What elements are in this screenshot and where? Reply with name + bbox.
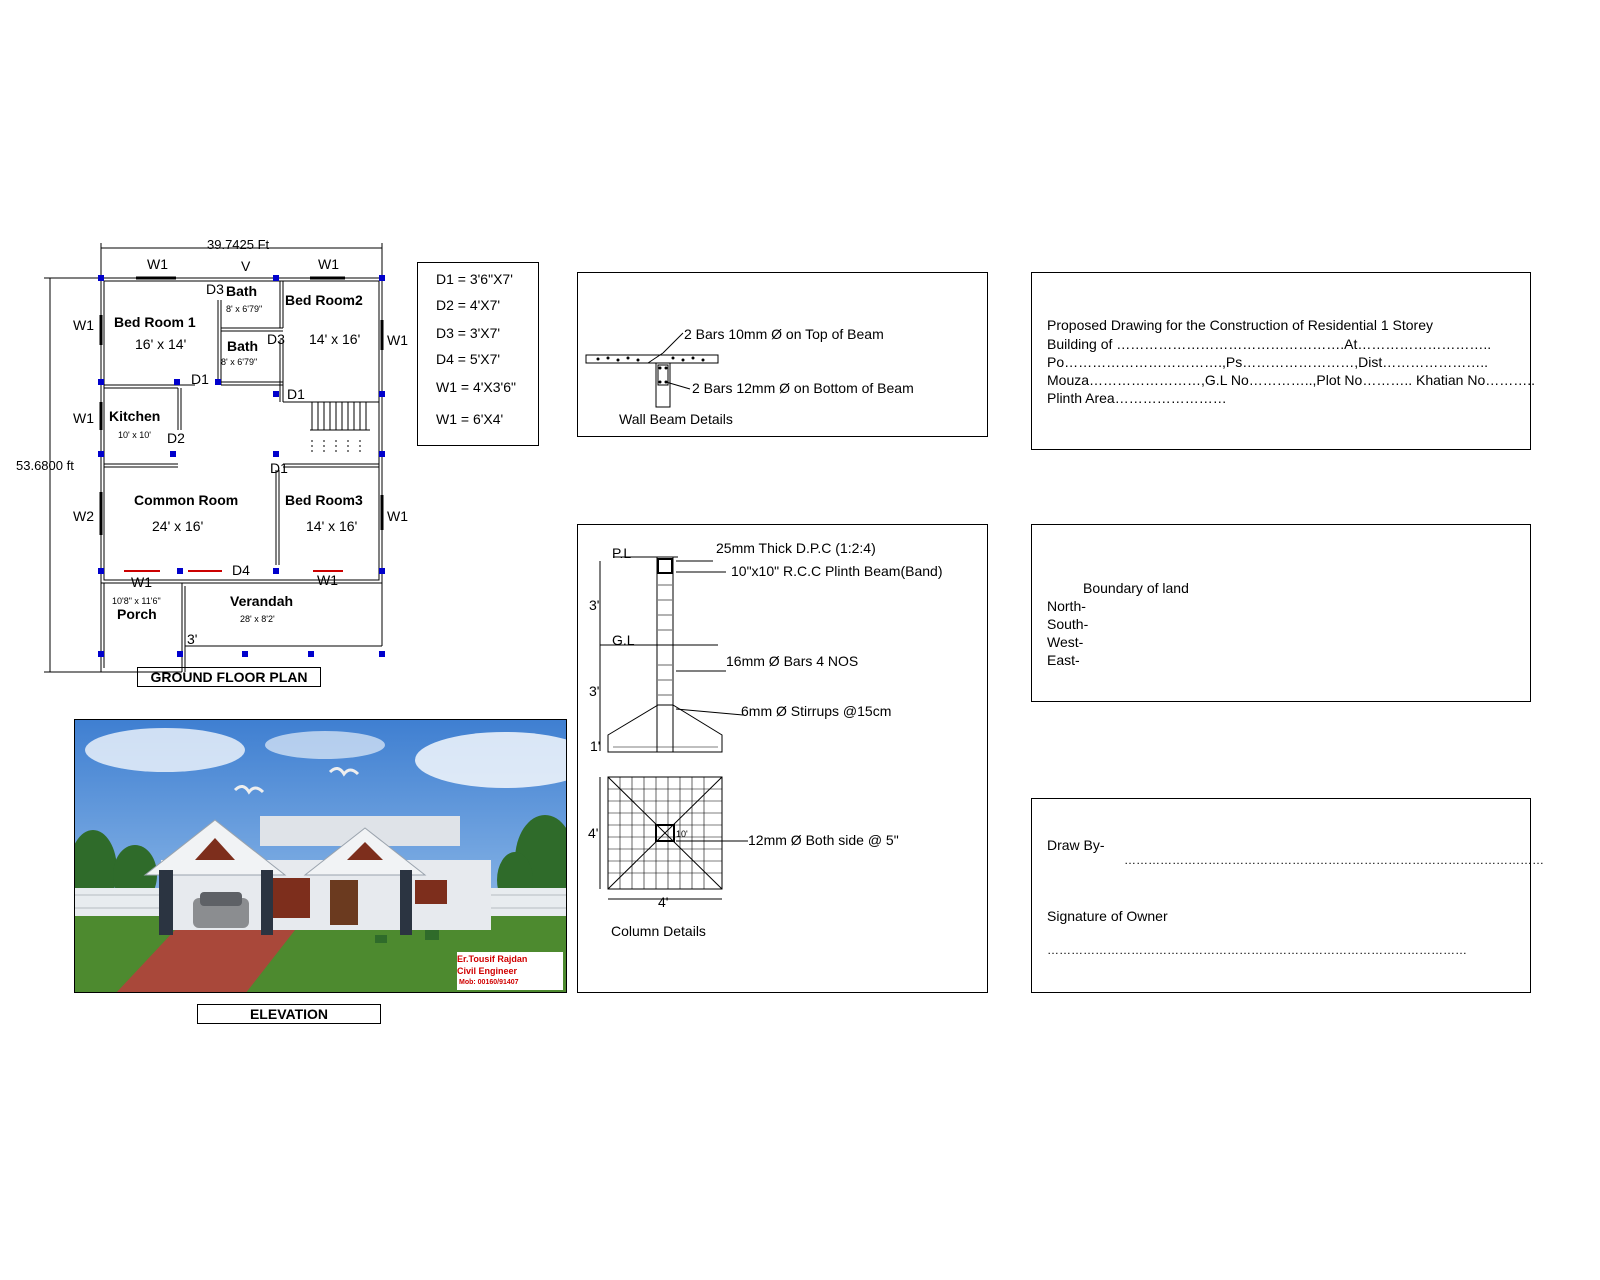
dimension-label: 3' (589, 597, 600, 613)
room-name-common: Common Room (134, 492, 239, 508)
boundary-north: North- (1047, 598, 1086, 614)
proposal-line: Po…………………………….,Ps……………………,Dist………………….. (1047, 354, 1489, 370)
window-label: W1 (318, 256, 339, 272)
room-size-bath2: 8' x 6'79" (221, 357, 258, 367)
dimension-label: 4' (588, 825, 599, 841)
room-size-bed2: 14' x 16' (309, 331, 361, 347)
stirrups-label: 6mm Ø Stirrups @15cm (741, 703, 892, 719)
proposal-line: Building of ………………………………………….At……………………….. (1047, 336, 1492, 352)
window-label: W1 (73, 317, 94, 333)
legend-item: D3 = 3'X7' (436, 325, 501, 341)
boundary-title: Boundary of land (1083, 580, 1189, 596)
room-name-kitchen: Kitchen (109, 408, 161, 424)
door-label: D1 (191, 371, 209, 387)
top-bars-label: 2 Bars 10mm Ø on Top of Beam (684, 326, 884, 342)
room-name-bath2: Bath (227, 338, 259, 354)
owner-signature-dotted-line: …………………………………………………………………………………………… (1047, 943, 1467, 957)
proposal-line: Plinth Area…………………… (1047, 390, 1227, 406)
draw-by-label: Draw By- (1047, 837, 1105, 853)
draw-by-dotted-line: …………………………………………………………………………………………… (1124, 853, 1544, 867)
door-label: D3 (206, 281, 224, 297)
dimension-label: 4' (658, 894, 669, 910)
window-label: W2 (73, 508, 94, 524)
both-side-bars-label: 12mm Ø Both side @ 5" (748, 832, 899, 848)
dpc-label: 25mm Thick D.P.C (1:2:4) (716, 540, 876, 556)
door-label: D2 (167, 430, 185, 446)
elevation-render (74, 719, 567, 993)
window-label: W1 (73, 410, 94, 426)
signature-block (1031, 798, 1544, 993)
legend-item: D2 = 4'X7' (436, 297, 501, 313)
room-name-bed3: Bed Room3 (285, 492, 363, 508)
proposal-line: Mouza……………………,G.L No…………..,Plot No……….. Khatian No……….. (1047, 372, 1536, 388)
house-elevation-image (75, 720, 567, 993)
door-label: D3 (267, 331, 285, 347)
room-size-kitchen: 10' x 10' (118, 430, 151, 440)
boundary-east: East- (1047, 652, 1080, 668)
window-label: W1 (317, 572, 338, 588)
column-title: Column Details (611, 923, 706, 939)
plan-width-dimension: 39.7425 Ft (207, 237, 270, 252)
proposal-line: Proposed Drawing for the Construction of Residential 1 Storey (1047, 317, 1433, 333)
room-name-bed2: Bed Room2 (285, 292, 363, 308)
main-bars-label: 16mm Ø Bars 4 NOS (726, 653, 859, 669)
boundary-of-land-block (1031, 524, 1531, 702)
ventilator-label: V (241, 258, 251, 274)
stamp-line: Mob: 00160/91407 (459, 979, 519, 986)
boundary-west: West- (1047, 634, 1084, 650)
door-label: D4 (232, 562, 250, 578)
dimension-label: 3' (187, 631, 198, 647)
legend-item: D1 = 3'6"X7' (436, 271, 513, 287)
bottom-bars-label: 2 Bars 12mm Ø on Bottom of Beam (692, 380, 914, 396)
room-name-bath1: Bath (226, 283, 258, 299)
window-label: W1 (387, 508, 408, 524)
window-label: W1 (387, 332, 408, 348)
room-name-verandah: Verandah (230, 593, 294, 609)
dimension-label: 10' (676, 829, 688, 839)
ground-level-label: G.L (612, 632, 635, 648)
room-name-bed1: Bed Room 1 (114, 314, 196, 330)
window-label: W1 (147, 256, 168, 272)
room-size-common: 24' x 16' (152, 518, 204, 534)
plan-caption: GROUND FLOOR PLAN (137, 667, 321, 687)
room-size-bath1: 8' x 6'79" (226, 304, 263, 314)
wall-beam-title: Wall Beam Details (619, 411, 733, 427)
stamp-line: Civil Engineer (457, 966, 518, 976)
door-label: D1 (270, 460, 288, 476)
room-size-porch: 10'8" x 11'6" (112, 596, 161, 606)
proposal-title-block (1031, 272, 1536, 450)
dimension-label: 1' (590, 738, 601, 754)
legend-item: W1 = 4'X3'6" (436, 379, 516, 395)
legend-item: W1 = 6'X4' (436, 411, 504, 427)
elevation-caption: ELEVATION (197, 1004, 381, 1024)
owner-signature-label: Signature of Owner (1047, 908, 1168, 924)
column-details (577, 524, 988, 993)
door-window-legend (417, 262, 539, 446)
legend-item: D4 = 5'X7' (436, 351, 501, 367)
room-name-porch: Porch (117, 606, 157, 622)
boundary-south: South- (1047, 616, 1089, 632)
window-label: W1 (131, 574, 152, 590)
room-size-bed3: 14' x 16' (306, 518, 358, 534)
plinth-beam-label: 10"x10" R.C.C Plinth Beam(Band) (731, 563, 943, 579)
plinth-level-label: P.L (612, 545, 632, 561)
plan-height-dimension: 53.6800 ft (16, 458, 74, 473)
room-size-bed1: 16' x 14' (135, 336, 187, 352)
dimension-label: 3' (589, 683, 600, 699)
door-label: D1 (287, 386, 305, 402)
room-size-verandah: 28' x 8'2' (240, 614, 275, 624)
stamp-line: Er.Tousif Rajdan (457, 954, 528, 964)
wall-beam-details (577, 272, 988, 437)
